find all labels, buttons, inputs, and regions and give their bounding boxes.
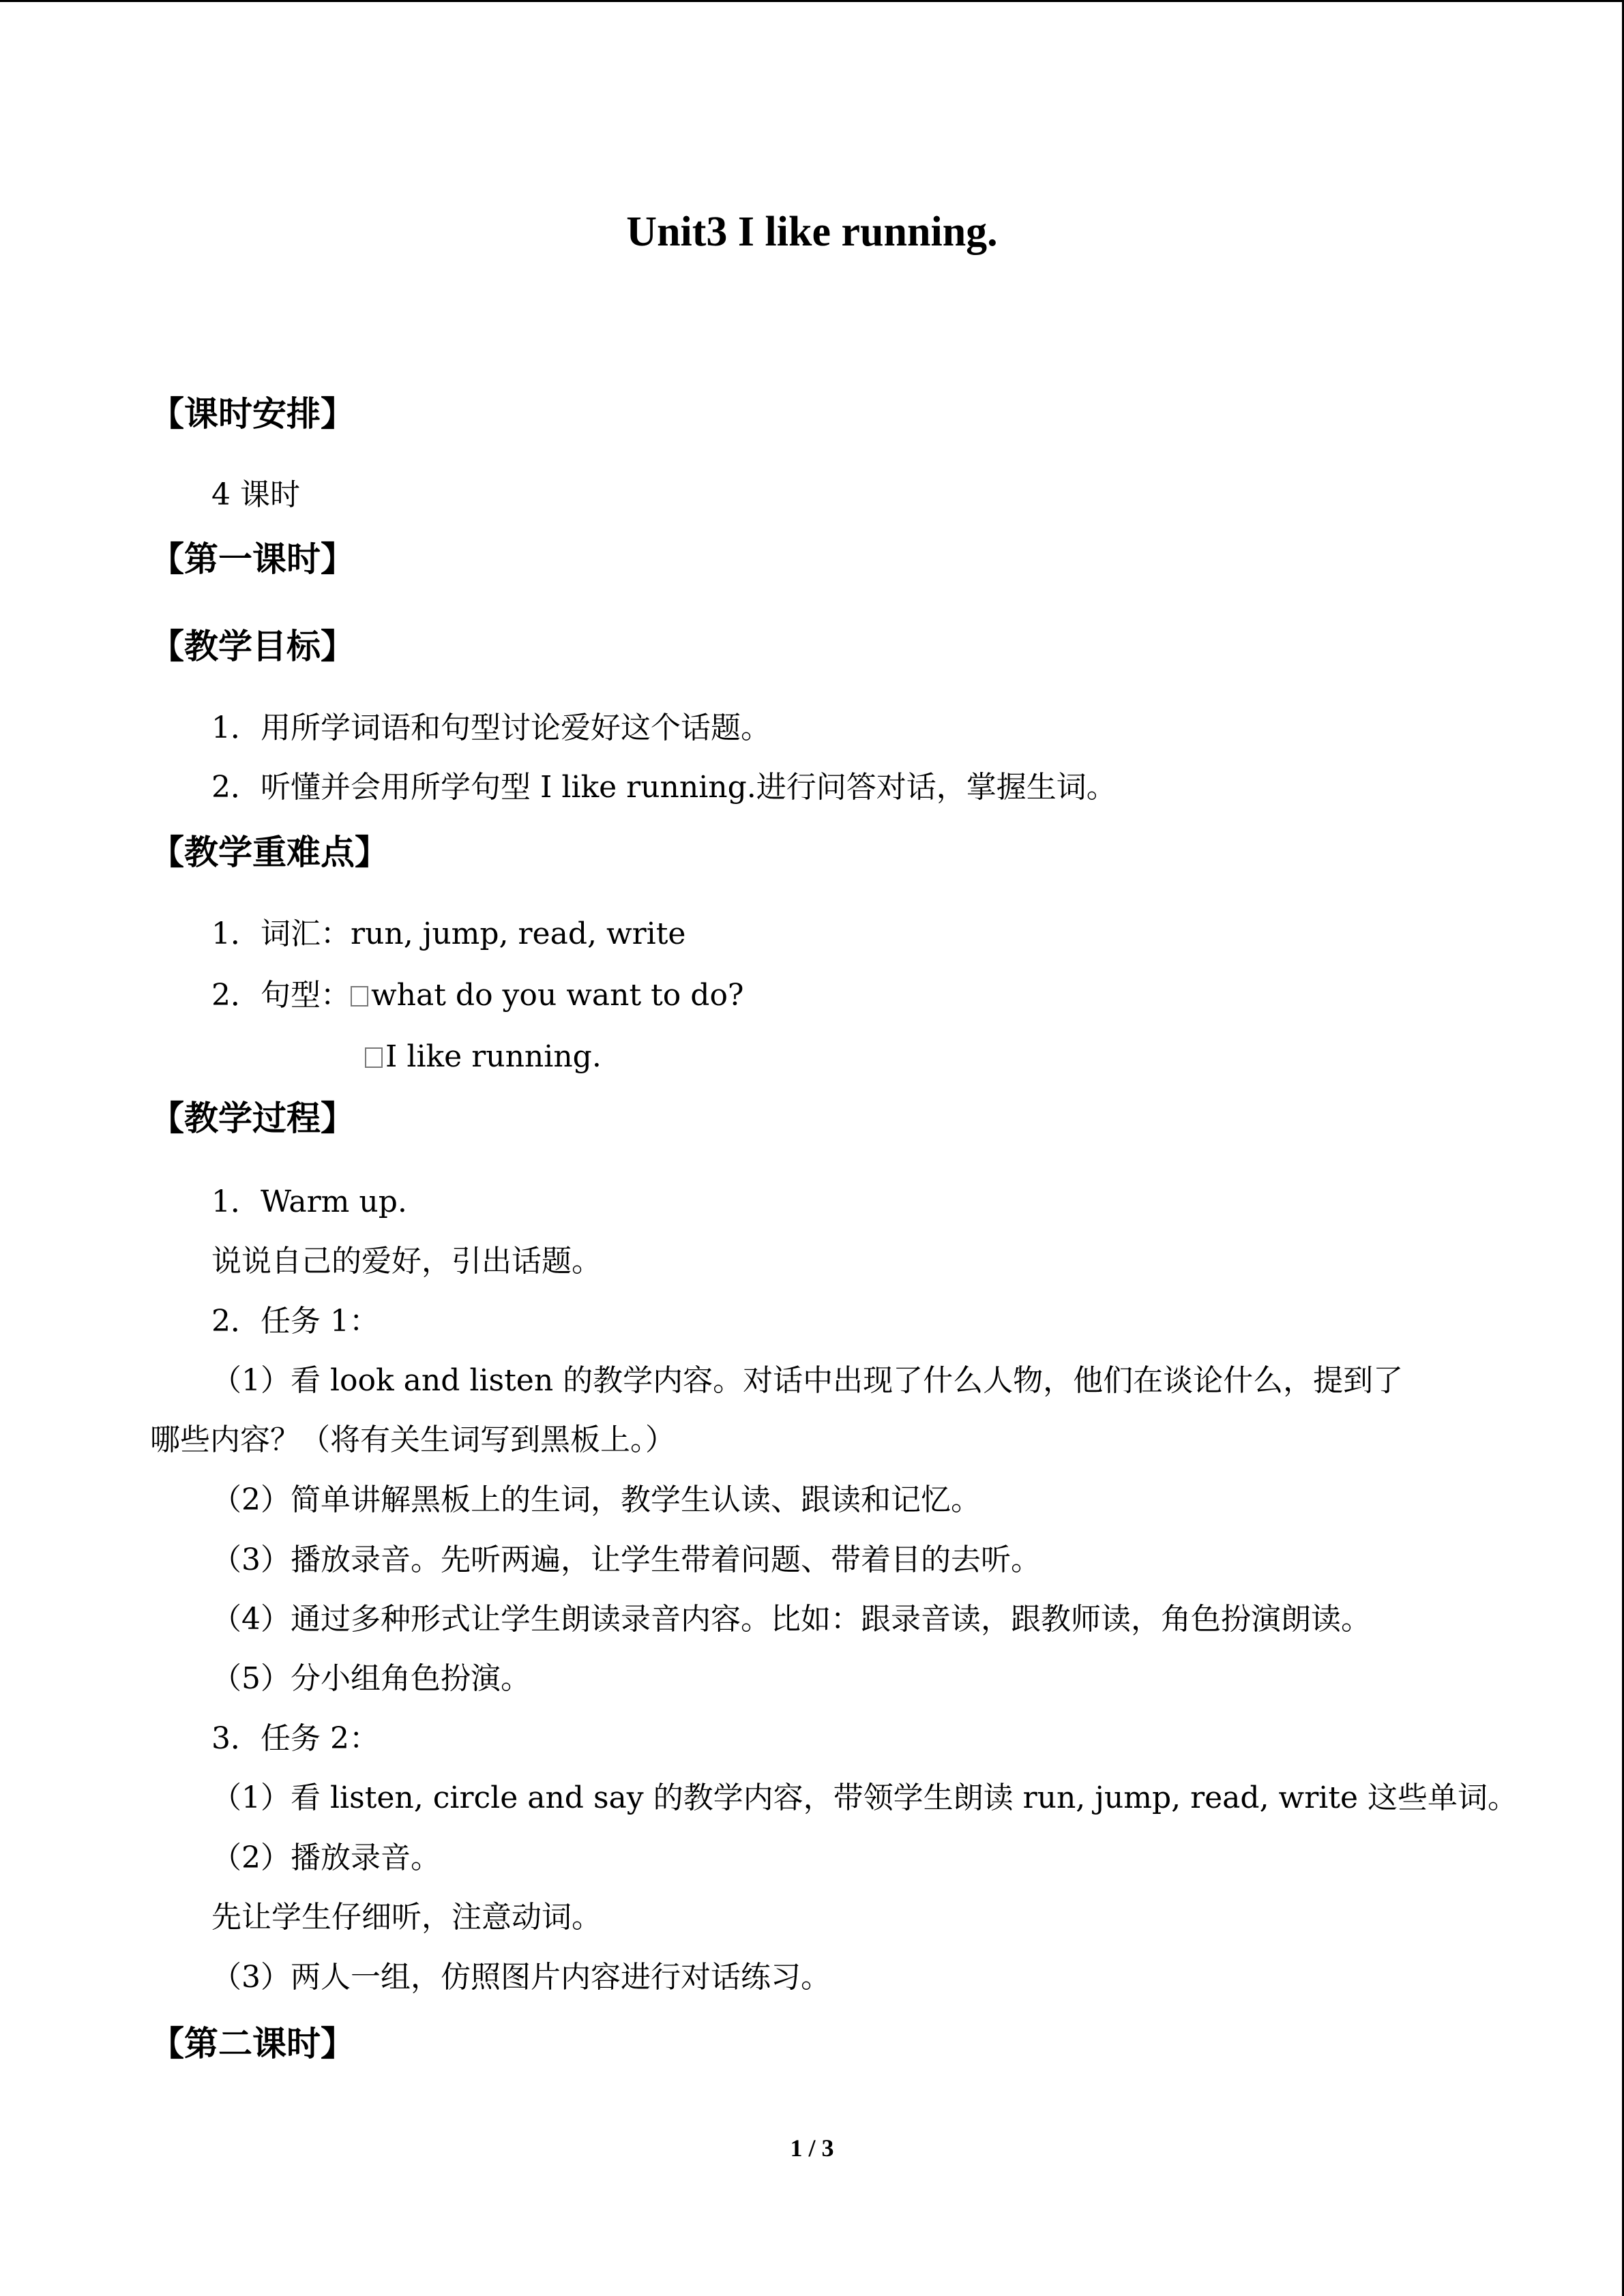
pattern-answer: I like running.: [385, 1039, 602, 1074]
placeholder-box-icon: [365, 1047, 383, 1068]
process-step-1-desc: 说说自己的爱好，引出话题。: [211, 1244, 602, 1279]
task1-item-1a: （1）看 look and listen 的教学内容。对话中出现了什么人物，他们在谈论什么，提到了: [211, 1363, 1404, 1398]
heading-goals: 【教学目标】: [150, 627, 355, 666]
task1-item-5: （5）分小组角色扮演。: [211, 1661, 531, 1696]
task1-item-3: （3）播放录音。先听两遍，让学生带着问题、带着目的去听。: [211, 1542, 1041, 1577]
heading-keypoints: 【教学重难点】: [150, 833, 389, 872]
top-border: [0, 0, 1624, 2]
schedule-text: 4 课时: [211, 477, 300, 512]
pattern-label: 2．句型：: [211, 978, 351, 1013]
task1-item-2: （2）简单讲解黑板上的生词，教学生认读、跟读和记忆。: [211, 1482, 981, 1517]
goal-item-2: 2．听懂并会用所学句型 I like running.进行问答对话，掌握生词。: [211, 770, 1117, 805]
placeholder-box-icon: [351, 986, 368, 1007]
pattern-question: what do you want to do?: [371, 978, 744, 1013]
heading-process: 【教学过程】: [150, 1099, 355, 1138]
keypoint-pattern-answer: [365, 1037, 602, 1077]
task2-item-1: （1）看 listen, circle and say 的教学内容，带领学生朗读 run, jump, read, write 这些单词。: [211, 1780, 1518, 1815]
process-step-1: 1．Warm up.: [211, 1184, 407, 1219]
task2-item-2-desc: 先让学生仔细听，注意动词。: [211, 1900, 602, 1935]
heading-schedule: 【课时安排】: [150, 394, 355, 434]
process-step-3: 3．任务 2：: [211, 1721, 379, 1756]
task1-item-1b: 哪些内容？（将有关生词写到黑板上。）: [150, 1422, 675, 1457]
document-title: Unit3 I like running.: [626, 209, 998, 255]
keypoint-pattern: [211, 975, 744, 1016]
task2-item-3: （3）两人一组，仿照图片内容进行对话练习。: [211, 1960, 831, 1995]
task1-item-4: （4）通过多种形式让学生朗读录音内容。比如：跟录音读，跟教师读，角色扮演朗读。: [211, 1602, 1371, 1637]
keypoint-vocab: 1．词汇：run, jump, read, write: [211, 916, 686, 951]
process-step-2: 2．任务 1：: [211, 1304, 379, 1339]
task2-item-2: （2）播放录音。: [211, 1840, 441, 1875]
heading-lesson-2: 【第二课时】: [150, 2024, 355, 2063]
heading-lesson-1: 【第一课时】: [150, 539, 355, 579]
goal-item-1: 1．用所学词语和句型讨论爱好这个话题。: [211, 711, 771, 745]
page-number: 1 / 3: [790, 2134, 834, 2162]
